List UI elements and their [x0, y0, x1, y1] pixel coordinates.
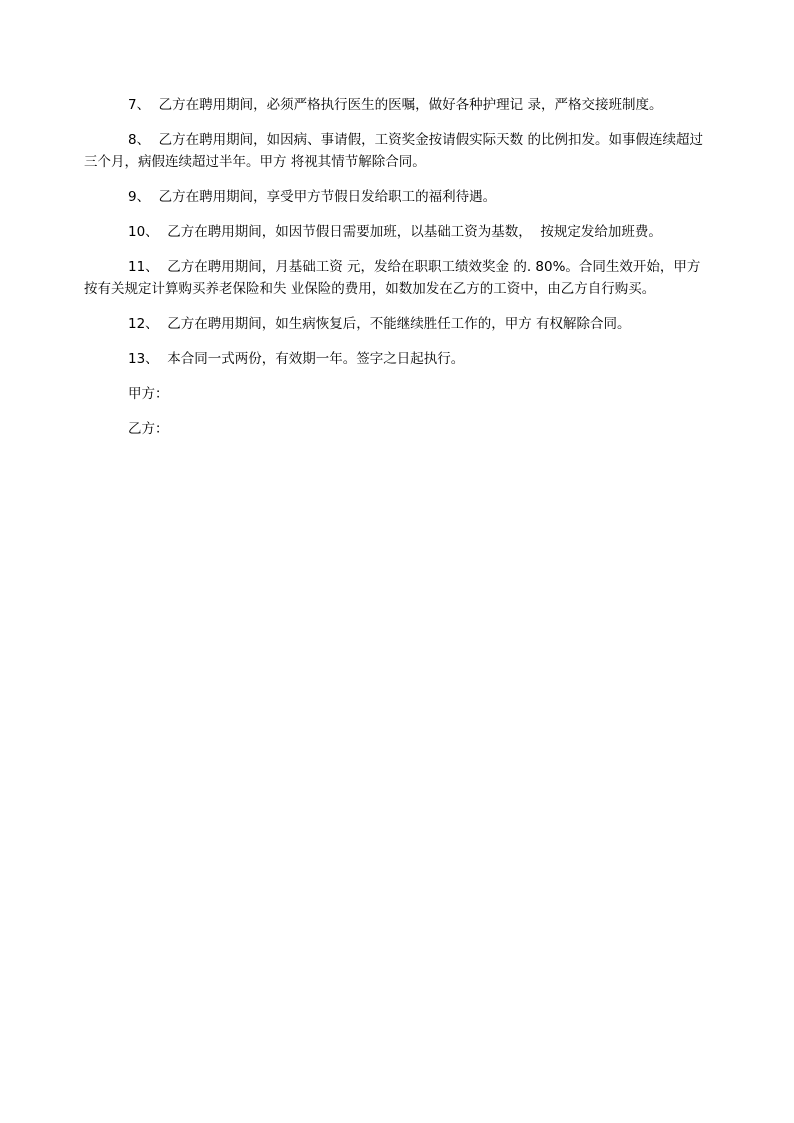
clause-8: 8、 乙方在聘用期间，如因病、事请假，工资奖金按请假实际天数 的比例扣发。如事假连续超过三个月，病假连续超过半年。甲方 将视其情节解除合同。: [84, 132, 703, 170]
clause-11: 11、 乙方在聘用期间，月基础工资 元，发给在职职工绩效奖金 的. 80%。合同生效开始，甲方按有关规定计算购买养老保险和失 业保险的费用，如数加发在乙方的工资中，由乙方自行购买。: [84, 259, 701, 297]
clause-13: 13、 本合同一式两份，有效期一年。签字之日起执行。: [128, 351, 465, 367]
clause-7: 7、 乙方在聘用期间，必须严格执行医生的医嘱，做好各种护理记 录，严格交接班制度。: [128, 97, 663, 113]
document-body: [84, 94, 704, 453]
clause-9: 9、 乙方在聘用期间，享受甲方节假日发给职工的福利待遇。: [128, 189, 497, 205]
party-b-signature-line: 乙方：: [128, 421, 169, 437]
clause-12: 12、 乙方在聘用期间，如生病恢复后，不能继续胜任工作的，甲方 有权解除合同。: [128, 316, 631, 332]
party-a-signature-line: 甲方：: [128, 386, 169, 402]
clause-10: 10、 乙方在聘用期间，如因节假日需要加班，以基础工资为基数， 按规定发给加班费。: [128, 224, 662, 240]
